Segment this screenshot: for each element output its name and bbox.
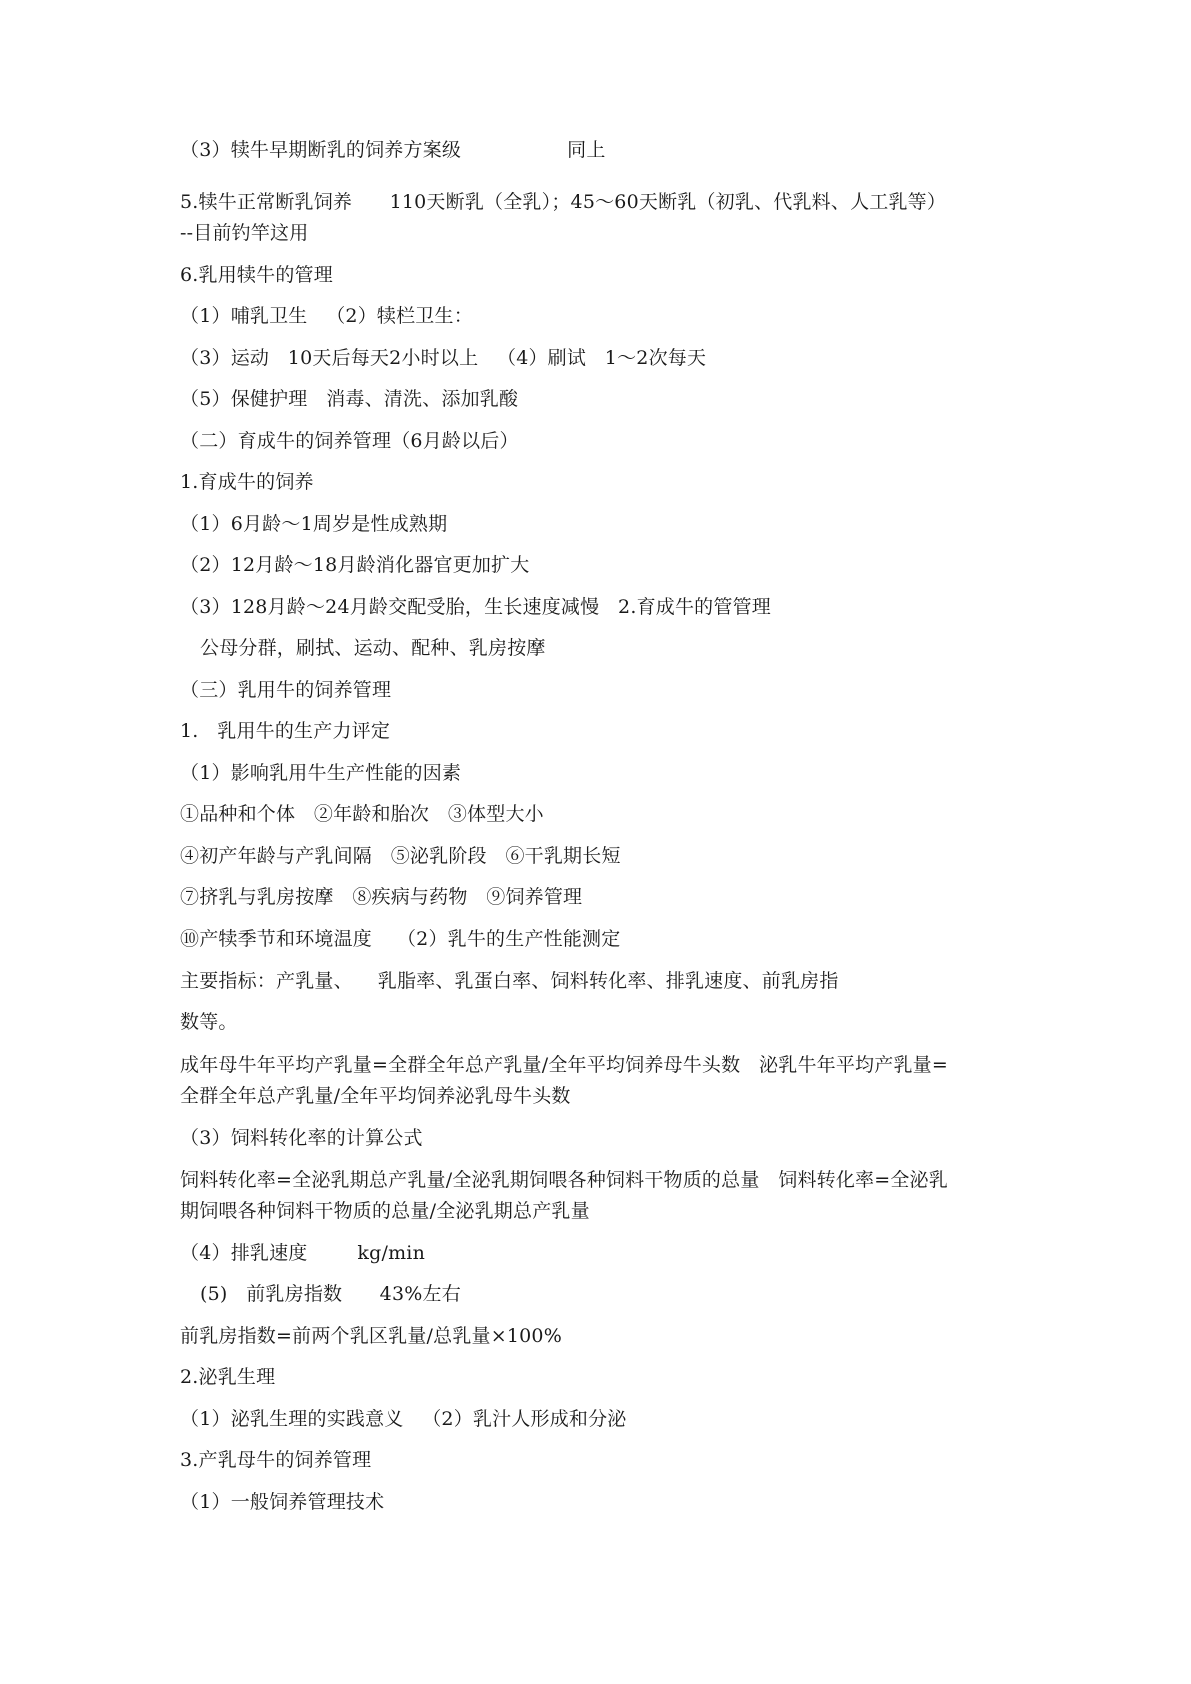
text-line: （4）排乳速度 kg/min [180, 1242, 426, 1264]
text-line: （5）保健护理 消毒、清洗、添加乳酸 [180, 388, 519, 410]
text-line: （1）一般饲养管理技术 [180, 1491, 385, 1513]
text-line: （3）饲料转化率的计算公式 [180, 1127, 423, 1149]
text-line: （二）育成牛的饲养管理（6月龄以后） [180, 430, 519, 452]
text-line: （3）128月龄～24月龄交配受胎，生长速度减慢 2.育成牛的管管理 [180, 596, 771, 618]
text-line: 1. 乳用牛的生产力评定 [180, 720, 391, 742]
text-line: （1）影响乳用牛生产性能的因素 [180, 762, 462, 784]
text-line: --目前钓竿这用 [180, 222, 309, 244]
text-line: 3.产乳母牛的饲养管理 [180, 1449, 372, 1471]
text-line: ⑦挤乳与乳房按摩 ⑧疾病与药物 ⑨饲养管理 [180, 886, 583, 908]
text-line: （1）泌乳生理的实践意义 （2）乳汁人形成和分泌 [180, 1408, 627, 1430]
text-line: （3）犊牛早期断乳的饲养方案级 同上 [180, 139, 606, 161]
text-line: 数等。 [180, 1011, 238, 1033]
text-line: 饲料转化率=全泌乳期总产乳量/全泌乳期饲喂各种饲料干物质的总量 饲料转化率=全泌乳 [180, 1169, 948, 1191]
text-line: 前乳房指数=前两个乳区乳量/总乳量×100% [180, 1325, 562, 1347]
text-line: ①品种和个体 ②年龄和胎次 ③体型大小 [180, 803, 544, 825]
text-line: 公母分群，刷拭、运动、配种、乳房按摩 [200, 637, 546, 659]
text-line: （2）12月龄～18月龄消化器官更加扩大 [180, 554, 530, 576]
text-line: （三）乳用牛的饲养管理 [180, 679, 392, 701]
text-line: 全群全年总产乳量/全年平均饲养泌乳母牛头数 [180, 1085, 571, 1107]
text-line: （1）哺乳卫生 （2）犊栏卫生： [180, 305, 473, 327]
text-line: 主要指标：产乳量、 乳脂率、乳蛋白率、饲料转化率、排乳速度、前乳房指 [180, 970, 839, 992]
text-line: 2.泌乳生理 [180, 1366, 276, 1388]
text-line: 5.犊牛正常断乳饲养 110天断乳（全乳）；45～60天断乳（初乳、代乳料、人工乳等） [180, 191, 947, 213]
text-line: （3）运动 10天后每天2小时以上 （4）刷试 1～2次每天 [180, 347, 707, 369]
text-line: 6.乳用犊牛的管理 [180, 264, 333, 286]
text-line: (5) 前乳房指数 43%左右 [200, 1283, 461, 1305]
text-line: 期饲喂各种饲料干物质的总量/全泌乳期总产乳量 [180, 1200, 590, 1222]
text-line: 成年母牛年平均产乳量=全群全年总产乳量/全年平均饲养母牛头数 泌乳牛年平均产乳量= [180, 1054, 948, 1076]
text-line: （1）6月龄～1周岁是性成熟期 [180, 513, 448, 535]
text-line: 1.育成牛的饲养 [180, 471, 314, 493]
text-line: ⑩产犊季节和环境温度 （2）乳牛的生产性能测定 [180, 928, 621, 950]
text-line: ④初产年龄与产乳间隔 ⑤泌乳阶段 ⑥干乳期长短 [180, 845, 621, 867]
